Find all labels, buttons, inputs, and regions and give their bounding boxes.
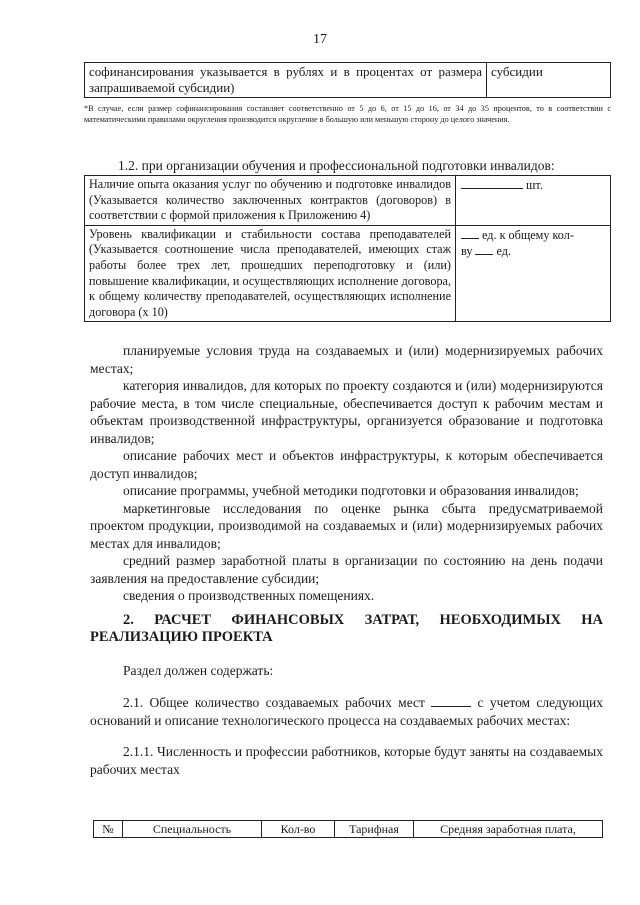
footnote: *В случае, если размер софинансирования составляет соответственно от 5 до 6, от 15 до 16, от 34 до 35 процентов, то в соответствии с математическими правилами округления производится округление в большую или меньшую сторону до целого значения. — [84, 104, 611, 124]
experience-cell: Наличие опыта оказания услуг по обучению и подготовке инвалидов (Указывается количество заключенных контрактов (договоров) в соответствии с формой приложения к Приложению 4) — [85, 176, 456, 226]
workers-table — [93, 820, 603, 838]
list-item: маркетинговые исследования по оценке рынка сбыта предусматриваемой проектом продукции, производимой на создаваемых и (или) модернизируемых рабочих местах для инвалидов; — [90, 500, 603, 551]
paragraph-2-1-1: 2.1.1. Численность и профессии работников, которые будут заняты на создаваемых рабочих местах — [90, 744, 603, 777]
cofinancing-table — [84, 62, 611, 98]
page-number: 17 — [313, 32, 327, 47]
experience-value-cell — [456, 176, 611, 226]
paragraph-2-1-start: 2.1. Общее количество создаваемых рабочих мест — [123, 695, 425, 710]
requirements-list — [90, 342, 603, 605]
section-2-heading — [90, 612, 603, 646]
heading-line-1: 2. РАСЧЕТ ФИНАНСОВЫХ ЗАТРАТ, НЕОБХОДИМЫХ НА — [123, 612, 603, 628]
column-header-tariff: Тарифная — [335, 821, 414, 838]
unit-label: шт. — [526, 178, 543, 192]
column-header-salary: Средняя заработная плата, — [414, 821, 603, 838]
table-row — [85, 63, 611, 98]
list-item: средний размер заработной платы в организации по состоянию на день подачи заявления на предоставление субсидии; — [90, 553, 603, 586]
qualification-value-cell — [456, 225, 611, 322]
paragraph-2-1-end: с учетом следующих оснований и описание технологического процесса на создаваемых рабочих местах: — [90, 695, 604, 728]
column-header-specialty: Специальность — [123, 821, 262, 838]
unit-label-b2: ед. — [496, 244, 512, 259]
column-header-number: № — [94, 821, 123, 838]
blank-line — [461, 227, 479, 239]
cofinancing-cell: софинансирования указывается в рублях и в процентах от размера запрашиваемой субсидии) — [85, 63, 487, 98]
table-row — [85, 225, 611, 322]
criteria-table — [84, 175, 611, 322]
section-intro: Раздел должен содержать: — [123, 663, 274, 678]
list-item: описание программы, учебной методики подготовки и образования инвалидов; — [123, 483, 579, 498]
unit-label-b1: ву — [461, 244, 473, 259]
unit-label-a: ед. к общему кол- — [482, 227, 574, 242]
blank-line — [475, 243, 493, 255]
list-item: сведения о производственных помещениях. — [123, 588, 375, 603]
table-row — [85, 176, 611, 226]
list-item: планируемые условия труда на создаваемых и (или) модернизируемых рабочих местах; — [90, 343, 603, 376]
table-header-row — [94, 821, 603, 838]
heading-line-2: РЕАЛИЗАЦИЮ ПРОЕКТА — [90, 629, 273, 645]
paragraph-2-1 — [90, 694, 603, 729]
section-1-2-title: 1.2. при организации обучения и профессиональной подготовки инвалидов: — [118, 158, 555, 173]
column-header-count: Кол-во — [262, 821, 335, 838]
list-item: категория инвалидов, для которых по проекту создаются и (или) модернизируются рабочие места, в том числе специальные, обеспечивается доступ к рабочим местам и объектам производственной инфраструктуры, организуется образование и подготовка инвалидов; — [90, 378, 603, 446]
list-item: описание рабочих мест и объектов инфраструктуры, к которым обеспечивается доступ инвалидов; — [90, 448, 603, 481]
blank-line — [461, 177, 523, 189]
subsidy-cell: субсидии — [487, 63, 611, 98]
qualification-cell: Уровень квалификации и стабильности состава преподавателей (Указывается соотношение числа преподавателей, имеющих стаж работы более трех лет, прошедших переподготовку и (или) повышение квалификации, и осуществляющих исполнение договора, к общему количеству преподавателей, осуществляющих исполнение договора (x 10) — [85, 225, 456, 322]
blank-line — [431, 695, 471, 707]
